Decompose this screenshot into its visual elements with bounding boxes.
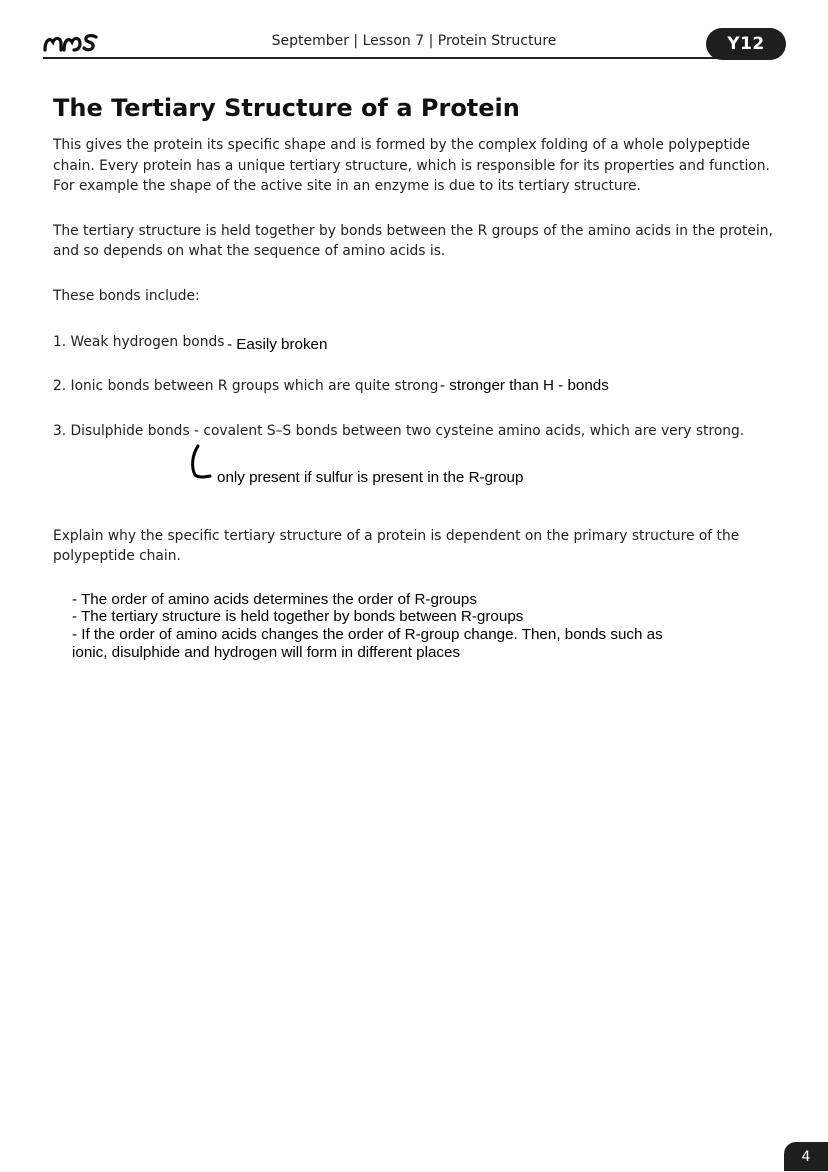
bonds-intro-line-1: The tertiary structure is held together by bonds between the R groups of the amino acids in the protein, <box>53 223 773 239</box>
bond-item-ionic: 2. Ionic bonds between R groups which are quite strong <box>53 378 439 394</box>
bond-annotation-disulphide: only present if sulfur is present in the R-group <box>217 469 524 486</box>
intro-line-2: chain. Every protein has a unique tertiary structure, which is responsible for its properties and function. <box>53 158 770 174</box>
intro-line-3: For example the shape of the active site in an enzyme is due to its tertiary structure. <box>53 178 641 194</box>
question-line-2: polypeptide chain. <box>53 548 181 564</box>
grade-badge: Y12 <box>706 28 786 60</box>
bond-item-hydrogen: 1. Weak hydrogen bonds <box>53 334 225 350</box>
question-line-1: Explain why the specific tertiary structure of a protein is dependent on the primary structure of the <box>53 528 740 544</box>
lesson-info: September | Lesson 7 | Protein Structure <box>271 33 557 49</box>
answer-line-3: - If the order of amino acids changes the order of R-group change. Then, bonds such as <box>72 626 663 643</box>
bond-annotation-hydrogen: - Easily broken <box>227 336 328 353</box>
intro-line-1: This gives the protein its specific shape and is formed by the complex folding of a whole polypeptide <box>53 137 750 153</box>
bond-item-disulphide: 3. Disulphide bonds - covalent S–S bonds between two cysteine amino acids, which are very strong. <box>53 423 745 439</box>
bonds-include-label: These bonds include: <box>53 288 200 304</box>
page-title: The Tertiary Structure of a Protein <box>53 94 520 122</box>
answer-line-4: ionic, disulphide and hydrogen will form in different places <box>72 644 461 661</box>
page-number: 4 <box>784 1142 828 1171</box>
bonds-intro-line-2: and so depends on what the sequence of amino acids is. <box>53 243 446 259</box>
header-rule <box>43 57 776 59</box>
bond-annotation-ionic: - stronger than H - bonds <box>440 377 609 394</box>
answer-line-2: - The tertiary structure is held together by bonds between R-groups <box>72 608 524 625</box>
handwritten-bracket <box>186 443 216 479</box>
answer-line-1: - The order of amino acids determines the order of R-groups <box>72 591 477 608</box>
